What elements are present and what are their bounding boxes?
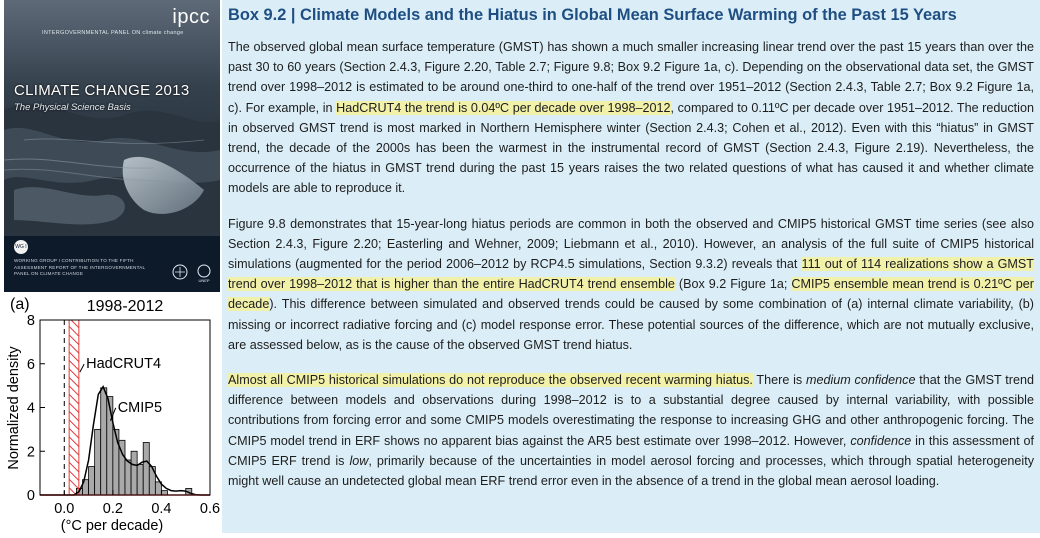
histogram-bar: [125, 460, 131, 495]
panel-label: (a): [10, 296, 30, 313]
highlighted-text: CMIP5 ensemble mean trend is 0.21ºC per decade: [228, 277, 1034, 312]
x-tick-label: 0.0: [54, 501, 75, 517]
italic-text: low: [349, 453, 369, 468]
hadcrut4-leader-line: [80, 364, 84, 372]
highlighted-text: Almost all CMIP5 historical simulations do not reproduce the observed recent warming hiatus.: [228, 373, 753, 388]
histogram-bar: [101, 388, 107, 495]
histogram-bar: [89, 467, 95, 495]
text-run: , compared to 0.11ºC per decade over 1951–2012. The reduction in observed GMST trend is most marked in Northern Hemisphere winter (Section 2.4.3; Cohen et al., 2012). Even with this “hiatus” in GMST trend, the decade of the 2000s has been the warmest in the instrumental record of GMST (Section 2.4.3, Figure 2.19). Nevertheless, the occurrence of the hiatus in GMST trend during the past 15 years raises the two related questions of what has caused it and whether climate models are able to reproduce it.: [228, 100, 1034, 196]
text-run: ). This difference between simulated and observed trends could be caused by some combination of (a) internal climate variability, (b) missing or incorrect radiative forcing and (c) model response error. These potential sources of the difference, which are not mutually exclusive, are assessed below, as is the cause of the observed GMST trend hiatus.: [228, 297, 1034, 352]
x-tick-label: 0.4: [151, 501, 172, 517]
cover-subtitle: The Physical Science Basis: [14, 102, 131, 113]
chart-svg: [0, 292, 220, 533]
paragraph-2: [228, 214, 1040, 355]
ipcc-logo: ipcc: [172, 6, 210, 28]
unep-label: UNEP: [198, 278, 210, 283]
text-run: Figure 9.8 demonstrates that 15-year-long hiatus periods are common in both the observed and CMIP5 historical GMST time series (see also Section 2.4.3, Figure 2.20; Easterling and Wehner, 2009; Liebmann et al., 2010). However, an analysis of the full suite of CMIP5 historical simulations (augmented for the period 2006–2012 by RCP4.5 simulations, Section 9.3.2) reveals that: [228, 216, 1034, 272]
chart-title: 1998-2012: [86, 298, 164, 315]
paragraph-3: [228, 370, 1040, 491]
y-tick-label: 8: [26, 313, 35, 329]
highlighted-text: HadCRUT4 the trend is 0.04ºC per decade over 1998–2012: [336, 100, 671, 115]
text-run: in this assessment of CMIP5 ERF trend is: [228, 433, 1035, 468]
histogram-bar: [143, 443, 149, 496]
book-cover: [4, 0, 220, 292]
x-axis-label: (°C per decade): [60, 518, 164, 533]
text-run: The observed global mean surface temperature (GMST) has shown a much smaller increasing linear trend over the past 15 years than over the past 30 to 60 years (Section 2.4.3, Figure 2.20, Table 2.7; Figure 9.8; Box 9.2 Figure 1a, c). Depending on the observational data set, the GMST trend over 1998–2012 is estimated to be around one-third to one-half of the trend over 1951–2012 (Section 2.4.3, Table 2.7; Box 9.2 Figure 1a, c). For example, in: [228, 40, 1034, 115]
box-9-2: [222, 0, 1040, 533]
x-tick-label: 0.6: [199, 501, 220, 517]
text-run: that the GMST trend difference between models and observations during 1998–2012 is to a substantial degree caused by internal variability, with possible contributions from forcing error and some CMIP5 models overestimating the response to increasing GHG and other anthropogenic forcing. The CMIP5 model trend in ERF shows no apparent bias against the AR5 best estimate over 1998–2012. However,: [228, 373, 1034, 448]
italic-text: confidence: [850, 433, 912, 448]
cover-wg-text: WORKING GROUP I CONTRIBUTION TO THE FIFTH ASSESSMENT REPORT OF THE INTERGOVERNMENTAL PANEL ON CLIMATE CHANGE: [14, 258, 146, 276]
histogram-chart: [0, 292, 220, 533]
histogram-bar: [95, 429, 101, 495]
histogram-bar: [137, 464, 143, 495]
hadcrut4-label: HadCRUT4: [86, 356, 162, 373]
text-run: (Box 9.2 Figure 1a;: [674, 277, 792, 292]
text-run: , primarily because of the uncertainties in model aerosol forcing and processes, which through spatial heterogeneity might well cause an undetected global mean ERF trend error even in the absence of a trend in the global mean aerosol loading.: [228, 453, 1034, 489]
text-run: There is: [752, 373, 806, 388]
y-tick-label: 6: [26, 356, 35, 373]
highlighted-text: 111 out of 114 realizations show a GMST trend over 1998–2012 that is higher than the entire HadCRUT4 trend ensemble: [228, 257, 1034, 292]
y-tick-label: 0: [26, 488, 35, 504]
y-axis-label: Normalized density: [6, 346, 22, 470]
cmip5-label: CMIP5: [117, 399, 163, 416]
y-tick-label: 4: [26, 400, 35, 417]
histogram-bar: [113, 429, 119, 495]
paragraph-1: [228, 37, 1040, 199]
hadcrut4-band: [69, 320, 79, 495]
italic-text: medium confidence: [805, 373, 916, 388]
x-tick-label: 0.2: [102, 501, 123, 517]
box-title: Box 9.2 | Climate Models and the Hiatus in Global Mean Surface Warming of the Past 15 Years: [228, 6, 957, 24]
ipcc-org-line: INTERGOVERNMENTAL PANEL ON climate change: [42, 30, 184, 36]
wmo-logo-icon: [172, 264, 188, 280]
unep-logo-icon: [194, 264, 214, 284]
wg-badge: WG I: [14, 240, 28, 254]
cover-title: CLIMATE CHANGE 2013: [14, 82, 190, 99]
histogram-bar: [131, 451, 137, 495]
y-tick-label: 2: [26, 444, 35, 461]
